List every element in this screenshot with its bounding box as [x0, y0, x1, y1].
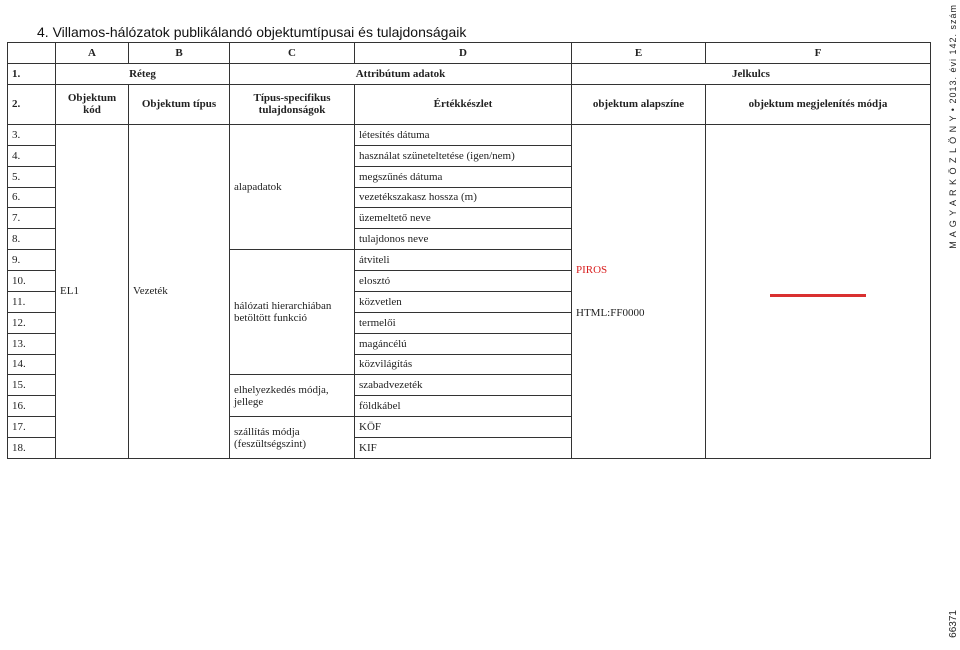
- column-b-label: B: [129, 43, 230, 64]
- value-cell: termelői: [355, 312, 572, 333]
- value-cell: használat szüneteltetése (igen/nem): [355, 145, 572, 166]
- object-types-table: [7, 42, 931, 459]
- value-cell: megszűnés dátuma: [355, 166, 572, 187]
- value-cell: üzemeltető neve: [355, 208, 572, 229]
- column-e-label: E: [572, 43, 706, 64]
- page-number: 66371: [948, 610, 959, 638]
- group-alapadatok: alapadatok: [230, 124, 355, 249]
- header-megjelenites: objektum megjelenítés módja: [706, 84, 931, 124]
- row-number: 5.: [8, 166, 56, 187]
- group-szallitas: szállítás módja (feszültségszint): [230, 417, 355, 459]
- header-reteg: Réteg: [56, 63, 230, 84]
- row-number: 18.: [8, 438, 56, 459]
- row-number: 1.: [8, 63, 56, 84]
- table-row: [8, 63, 931, 84]
- column-c-label: C: [230, 43, 355, 64]
- value-cell: elosztó: [355, 271, 572, 292]
- corner-cell: [8, 43, 56, 64]
- page-number-box: [948, 610, 960, 650]
- value-cell: közvetlen: [355, 291, 572, 312]
- value-cell: KIF: [355, 438, 572, 459]
- column-d-label: D: [355, 43, 572, 64]
- header-ertekkeszlet: Értékkészlet: [355, 84, 572, 124]
- row-number: 10.: [8, 271, 56, 292]
- value-cell: KÖF: [355, 417, 572, 438]
- row-number: 17.: [8, 417, 56, 438]
- red-line-sample: [770, 294, 866, 297]
- row-number: 12.: [8, 312, 56, 333]
- group-elhelyezkedes: elhelyezkedés módja, jellege: [230, 375, 355, 417]
- color-cell: [572, 124, 706, 458]
- line-style-cell: [706, 124, 931, 458]
- objektum-kod-cell: EL1: [56, 124, 129, 458]
- row-number: 15.: [8, 375, 56, 396]
- column-f-label: F: [706, 43, 931, 64]
- table-row: [8, 84, 931, 124]
- value-cell: szabadvezeték: [355, 375, 572, 396]
- row-number: 9.: [8, 250, 56, 271]
- color-name: PIROS: [576, 263, 608, 276]
- header-objektum-tipus: Objektum típus: [129, 84, 230, 124]
- row-number: 16.: [8, 396, 56, 417]
- page-title: 4. Villamos-hálózatok publikálandó objektumtípusai és tulajdonságaik: [37, 24, 467, 40]
- value-cell: magáncélú: [355, 333, 572, 354]
- header-alapszin: objektum alapszíne: [572, 84, 706, 124]
- header-tipus-specifikus: Típus-specifikus tulajdonságok: [230, 84, 355, 124]
- row-number: 7.: [8, 208, 56, 229]
- header-jelkulcs: Jelkulcs: [572, 63, 931, 84]
- row-number: 11.: [8, 291, 56, 312]
- publication-label: M A G Y A R K Ö Z L Ö N Y • 2013. évi 142. szám: [948, 4, 958, 249]
- column-a-label: A: [56, 43, 129, 64]
- row-number: 2.: [8, 84, 56, 124]
- row-number: 3.: [8, 124, 56, 145]
- value-cell: átviteli: [355, 250, 572, 271]
- row-number: 13.: [8, 333, 56, 354]
- row-number: 14.: [8, 354, 56, 375]
- publication-sidebar: [948, 4, 960, 249]
- row-number: 6.: [8, 187, 56, 208]
- row-number: 8.: [8, 229, 56, 250]
- value-cell: vezetékszakasz hossza (m): [355, 187, 572, 208]
- value-cell: tulajdonos neve: [355, 229, 572, 250]
- table-row: [8, 124, 931, 145]
- group-halozati: hálózati hierarchiában betöltött funkció: [230, 250, 355, 375]
- column-letter-row: [8, 43, 931, 64]
- header-objektum-kod: Objektum kód: [56, 84, 129, 124]
- header-attributum: Attribútum adatok: [230, 63, 572, 84]
- color-code: HTML:FF0000: [576, 306, 645, 319]
- value-cell: közvilágítás: [355, 354, 572, 375]
- value-cell: létesítés dátuma: [355, 124, 572, 145]
- objektum-tipus-cell: Vezeték: [129, 124, 230, 458]
- value-cell: földkábel: [355, 396, 572, 417]
- row-number: 4.: [8, 145, 56, 166]
